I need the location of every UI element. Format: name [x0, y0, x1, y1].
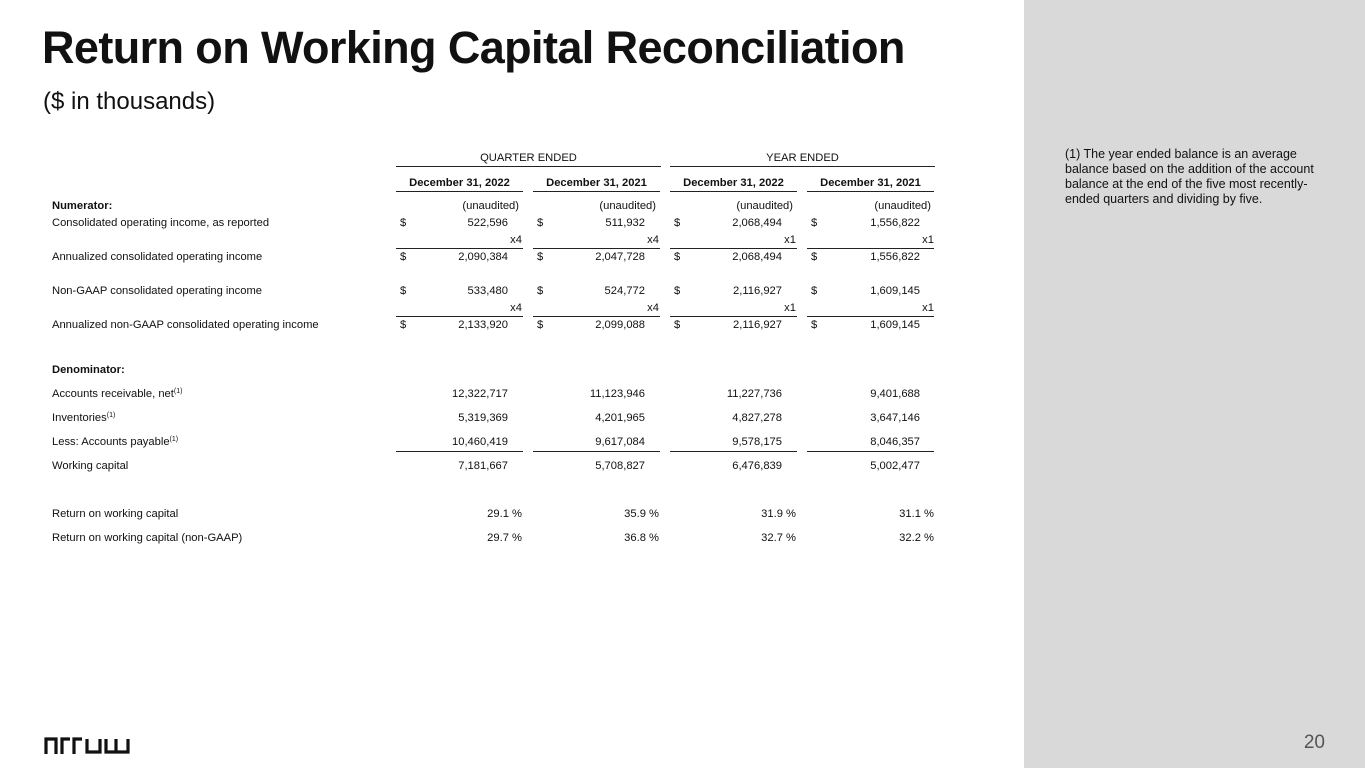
row-rule [396, 248, 523, 249]
unaudited-note: (unaudited) [736, 200, 793, 212]
table-cell: 35.9 % [624, 508, 659, 520]
table-cell: 2,099,088 [595, 319, 645, 331]
row-label: Accounts receivable, net [52, 388, 174, 400]
row-rule [807, 451, 934, 452]
numerator-label: Numerator: [52, 200, 113, 212]
table-cell: 524,772 [604, 285, 645, 297]
table-cell: 1,556,822 [870, 217, 920, 229]
table-cell: 1,609,145 [870, 319, 920, 331]
dollar-sign: $ [537, 251, 544, 263]
table-cell: 2,116,927 [733, 319, 782, 331]
table-cell: 533,480 [467, 285, 508, 297]
table-cell: 11,123,946 [589, 388, 645, 400]
table-cell: 3,647,146 [870, 412, 920, 424]
quarter-header-rule [396, 166, 661, 167]
row-label: Working capital [52, 460, 129, 472]
arrow-logo [44, 735, 130, 760]
row-label-wrap [52, 387, 182, 401]
row-rule [670, 248, 797, 249]
footnote: (1) The year ended balance is an average balance based on the addition of the account balance at the end of the five most recently-ended quarters and dividing by five. [1065, 147, 1314, 206]
table-cell: x1 [922, 302, 934, 314]
footnote-ref: (1) [169, 436, 179, 443]
dollar-sign: $ [674, 217, 681, 229]
dollar-sign: $ [674, 285, 681, 297]
row-label: Inventories [52, 412, 107, 424]
table-cell: 6,476,839 [732, 460, 782, 472]
table-cell: 5,708,827 [595, 460, 645, 472]
table-cell: x1 [784, 234, 796, 246]
year-header-rule [670, 166, 935, 167]
dollar-sign: $ [674, 319, 681, 331]
footnote-ref: (1) [106, 412, 116, 419]
row-rule [533, 248, 660, 249]
row-label: Less: Accounts payable [52, 436, 170, 448]
table-cell: 11,227,736 [726, 388, 782, 400]
table-cell: 10,460,419 [452, 436, 508, 448]
table-cell: 2,116,927 [733, 285, 782, 297]
dollar-sign: $ [811, 285, 818, 297]
unaudited-note: (unaudited) [599, 200, 656, 212]
side-panel [1024, 0, 1365, 768]
table-cell: 9,401,688 [870, 388, 920, 400]
table-cell: 9,578,175 [732, 436, 782, 448]
dollar-sign: $ [537, 285, 544, 297]
denominator-label: Denominator: [52, 364, 125, 376]
table-cell: 5,002,477 [870, 460, 920, 472]
page-subtitle: ($ in thousands) [43, 88, 216, 115]
row-rule [807, 316, 934, 317]
column-header: December 31, 2022 [683, 177, 784, 189]
table-cell: 36.8 % [624, 532, 659, 544]
table-cell: x1 [922, 234, 934, 246]
row-label: Consolidated operating income, as reported [52, 217, 270, 229]
table-cell: 4,827,278 [732, 412, 782, 424]
table-cell: 32.2 % [899, 532, 934, 544]
table-cell: 2,068,494 [732, 217, 782, 229]
table-cell: 4,201,965 [595, 412, 645, 424]
row-rule [396, 316, 523, 317]
table-cell: 8,046,357 [870, 436, 920, 448]
table-cell: 12,322,717 [452, 388, 508, 400]
table-cell: 31.1 % [899, 508, 934, 520]
footnote-ref: (1) [173, 388, 183, 395]
table-cell: x4 [510, 302, 522, 314]
table-cell: 2,133,920 [458, 319, 508, 331]
arrow-logo-mark [44, 735, 130, 755]
dollar-sign: $ [400, 251, 407, 263]
table-cell: 32.7 % [761, 532, 796, 544]
table-cell: 511,932 [605, 217, 645, 229]
table-cell: 1,556,822 [870, 251, 920, 263]
column-header-rule [670, 191, 797, 192]
table-cell: 522,596 [467, 217, 508, 229]
table-cell: x4 [647, 234, 659, 246]
row-rule [670, 316, 797, 317]
dollar-sign: $ [400, 285, 407, 297]
column-header: December 31, 2021 [820, 177, 921, 189]
row-label: Return on working capital (non-GAAP) [52, 532, 243, 544]
row-label: Annualized non-GAAP consolidated operating income [52, 319, 319, 331]
column-header-rule [396, 191, 523, 192]
dollar-sign: $ [811, 251, 818, 263]
page-number: 20 [1303, 732, 1325, 753]
table-cell: 2,090,384 [458, 251, 508, 263]
row-rule [807, 248, 934, 249]
row-rule [670, 451, 797, 452]
dollar-sign: $ [400, 319, 407, 331]
unaudited-note: (unaudited) [462, 200, 519, 212]
dollar-sign: $ [537, 319, 544, 331]
table-cell: x4 [510, 234, 522, 246]
table-cell: 7,181,667 [458, 460, 508, 472]
table-cell: 2,068,494 [732, 251, 782, 263]
row-rule [396, 451, 523, 452]
table-cell: 2,047,728 [595, 251, 645, 263]
row-label: Annualized consolidated operating income [52, 251, 263, 263]
row-label: Non-GAAP consolidated operating income [52, 285, 262, 297]
table-cell: 5,319,369 [458, 412, 508, 424]
row-label-wrap [52, 435, 178, 449]
table-cell: 9,617,084 [595, 436, 645, 448]
table-cell: x1 [784, 302, 796, 314]
table-cell: 29.1 % [487, 508, 522, 520]
row-label-wrap [52, 411, 115, 425]
table-cell: x4 [647, 302, 659, 314]
dollar-sign: $ [400, 217, 407, 229]
column-header-rule [533, 191, 660, 192]
year-ended-header: YEAR ENDED [766, 152, 839, 164]
table-cell: 29.7 % [487, 532, 522, 544]
table-cell: 31.9 % [761, 508, 796, 520]
dollar-sign: $ [811, 217, 818, 229]
column-header-rule [807, 191, 934, 192]
dollar-sign: $ [811, 319, 818, 331]
column-header: December 31, 2022 [409, 177, 510, 189]
dollar-sign: $ [537, 217, 544, 229]
quarter-ended-header: QUARTER ENDED [480, 152, 577, 164]
unaudited-note: (unaudited) [874, 200, 931, 212]
row-rule [533, 451, 660, 452]
row-label: Return on working capital [52, 508, 179, 520]
row-rule [533, 316, 660, 317]
dollar-sign: $ [674, 251, 681, 263]
column-header: December 31, 2021 [546, 177, 647, 189]
page-title: Return on Working Capital Reconciliation [42, 22, 905, 73]
table-cell: 1,609,145 [870, 285, 920, 297]
